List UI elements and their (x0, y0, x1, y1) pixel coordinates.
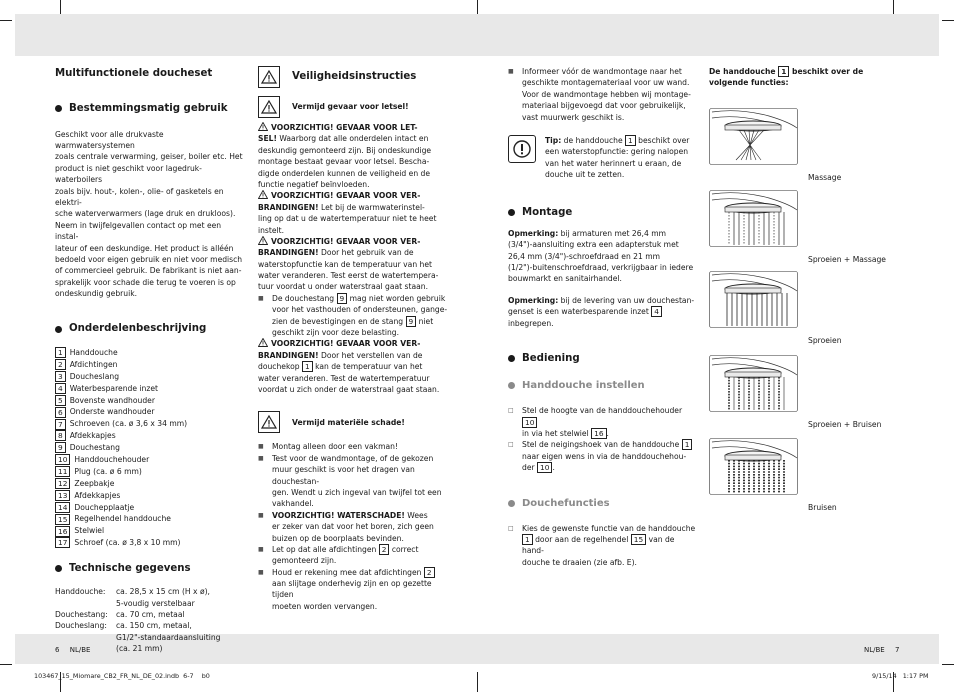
crop-mark (0, 664, 12, 665)
exclamation-icon (508, 135, 536, 163)
footer-left (55, 645, 90, 656)
shower-function-label: Massage (808, 173, 842, 182)
parts-list-item (55, 501, 245, 513)
hollow-square-bullet-icon: □ (508, 441, 514, 449)
page-number-right: 7 (894, 646, 900, 654)
spec-row (55, 609, 245, 620)
part-label: Plug (ca. ø 6 mm) (74, 466, 142, 476)
shower-function-label: Sproeien + Massage (808, 255, 886, 264)
specs-heading: Technische gegevens (55, 561, 245, 576)
parts-list-item (55, 406, 245, 418)
part-label: Stelwiel (74, 526, 105, 536)
features-intro: De handdouche 1 beschikt over de (709, 67, 864, 76)
crop-mark (942, 20, 954, 21)
part-label: Schroef (ca. ø 3,8 x 10 mm) (74, 538, 181, 548)
shower-head-icon (709, 355, 798, 412)
spec-key: Doucheslang: (55, 621, 107, 631)
part-number: 12 (55, 478, 70, 489)
material-subheading-row (258, 411, 448, 433)
part-number: 7 (55, 419, 66, 430)
hollow-square-bullet-icon: □ (508, 407, 514, 415)
parts-list-item (55, 382, 245, 394)
shower-function-label: Sproeien + Bruisen (808, 420, 882, 429)
shower-function-illustration (709, 271, 798, 328)
square-bullet-icon: ■ (258, 294, 264, 302)
bullet-dot-icon (55, 326, 62, 333)
warning-small-icon (258, 338, 268, 347)
functions-heading: Douchefuncties (508, 496, 698, 511)
language-left: NL/BE (69, 646, 91, 654)
part-label: Onderste wandhouder (69, 407, 155, 417)
warning-3: VOORZICHTIG! GEVAAR VOOR VER- BRANDINGEN! Door het gebruik van de waterstopfunctie kan de temperatuur van het water veranderen. Test eerst de watertempera- tuur voordat u onder waterstraal gaat staan. (258, 236, 439, 292)
part-number: 8 (55, 430, 66, 441)
intended-use-text: Geschikt voor alle drukvaste warmwatersystemen zoals centrale verwarming, geiser, boiler etc. Het product is niet geschikt voor lagedruk-waterboilers zoals bijv. hout-, kolen-, olie- of gasketels en elektri- sche waterverwarmers (lage druk en drukloos). Neem in twijfelgevallen contact op met een instal- lateur of een deskundige. Het product is alléén bedoeld voor eigen gebruik en niet voor medisch of commercieel gebruik. De fabrikant is niet aan- sprakelijk voor schade die terug te voeren is op ondeskundig gebruik. (55, 129, 243, 299)
material-bullet-2: ■ Test voor de wandmontage, of de gekozen muur geschikt is voor het dragen van douchestan- gen. Wendt u zich ingeval van twijfel tot een vakhandel. (258, 453, 442, 509)
warning-small-icon (258, 122, 268, 131)
column-2 (258, 66, 448, 612)
square-bullet-icon: ■ (258, 443, 264, 451)
part-number: 11 (55, 466, 70, 477)
part-label: Zeepbakje (74, 478, 115, 488)
bullet-dot-icon (508, 355, 515, 362)
part-label: Doucheslang (69, 371, 120, 381)
spec-value: ca. 28,5 x 15 cm (H x ø), 5-voudig verstelbaar (116, 587, 210, 608)
page-title: Multifunctionele doucheset (55, 68, 213, 79)
part-number: 17 (55, 537, 70, 548)
column-1 (55, 66, 245, 655)
hand-step-2: □ Stel de neigingshoek van de handdouche 1 naar eigen wens in via de handdouchehou- der 10 . (508, 439, 698, 473)
square-bullet-icon: ■ (258, 511, 264, 519)
spec-value: ca. 150 cm, metaal, G1/2"-standaardaansluiting (ca. 21 mm) (116, 621, 221, 654)
part-label: Afdekkapjes (74, 490, 121, 500)
hand-shower-heading: Handdouche instellen (508, 378, 698, 393)
part-number: 10 (55, 454, 70, 465)
part-number: 5 (55, 395, 66, 406)
part-number: 16 (55, 526, 70, 537)
injury-subheading: Vermijd gevaar voor letsel! (292, 102, 409, 112)
part-number: 3 (55, 371, 66, 382)
column-3 (508, 66, 698, 568)
part-number: 2 (55, 359, 66, 370)
parts-list-item (55, 525, 245, 537)
spec-row (55, 586, 245, 609)
part-number: 4 (55, 383, 66, 394)
part-label: Regelhendel handdouche (74, 514, 171, 524)
material-bullet-5: ■ Houd er rekening mee dat afdichtingen 2 aan slijtage onderhevig zijn en op gezette tijden moeten worden vervangen. (258, 567, 448, 613)
part-number: 15 (55, 514, 70, 525)
part-number: 1 (55, 347, 66, 358)
parts-list-item (55, 513, 245, 525)
bullet-dot-icon (508, 382, 515, 389)
part-number: 13 (55, 490, 70, 501)
shower-function-illustration (709, 108, 798, 165)
part-number: 14 (55, 502, 70, 513)
shower-head-icon (709, 190, 798, 247)
safety-bullet-stang: ■ De douchestang 9 mag niet worden gebruik voor het vasthouden of ondersteunen, gange- zien de bevestigingen en de stang 9 niet geschikt zijn voor deze belasting. (258, 293, 448, 338)
bullet-dot-icon (55, 565, 62, 572)
print-date: 9/15/14 1:17 PM (872, 672, 929, 680)
safety-heading: Veiligheidsinstructies (292, 71, 417, 83)
page-number-left: 6 (55, 646, 60, 654)
crop-mark (0, 20, 12, 21)
hollow-square-bullet-icon: □ (508, 524, 514, 532)
shower-head-icon (709, 438, 798, 495)
parts-list-item (55, 489, 245, 501)
parts-list-item (55, 359, 245, 371)
part-label: Waterbesparende inzet (69, 383, 158, 393)
material-bullet-1: ■ Montag alleen door een vakman! (258, 442, 398, 452)
mount-note-2: Opmerking: bij de levering van uw douchestan- genset is een waterbesparende inzet 4 inbegrepen. (508, 295, 695, 328)
crop-mark (60, 0, 61, 14)
crop-mark (477, 0, 478, 14)
safety-heading-row (258, 66, 448, 88)
shower-head-icon (709, 271, 798, 328)
shower-function-illustration (709, 438, 798, 495)
part-label: Afdekkapjes (69, 431, 116, 441)
mount-note-1: Opmerking: bij armaturen met 26,4 mm (3/4")-aansluiting extra een adapterstuk met 26,4 mm (3/4")-schroefdraad en 21 mm (1/2")-buitenschroefdraad, verkrijgbaar in iedere bouwmarkt en sanitairhandel. (508, 228, 694, 284)
column-4: De handdouche 1 beschikt over de volgende functies: (709, 66, 899, 89)
square-bullet-icon: ■ (258, 454, 264, 462)
shower-function-label: Sproeien (808, 336, 842, 345)
bullet-dot-icon (508, 209, 515, 216)
warning-4: VOORZICHTIG! GEVAAR VOOR VER- BRANDINGEN! Door het verstellen van de douchekop 1 kan de temperatuur van het water veranderen. Test de watertemperatuur voordat u zich onder de waterstraal gaat staan. (258, 339, 440, 394)
parts-list-item (55, 371, 245, 383)
footer-right (864, 645, 899, 656)
warning-1: VOORZICHTIG! GEVAAR VOOR LET- SEL! Waarborg dat alle onderdelen intact en deskundig gemonteerd zijn. Bij ondeskundige montage bestaat gevaar voor letsel. Bescha- digde onderdelen kunnen de veiligheid en de functie negatief beïnvloeden. (258, 123, 432, 189)
crop-mark (942, 664, 954, 665)
intended-use-heading: Bestemmingsmatig gebruik (55, 101, 245, 116)
bullet-dot-icon (508, 500, 515, 507)
mount-heading: Montage (508, 205, 698, 220)
part-number: 9 (55, 442, 66, 453)
hand-step-1: □ Stel de hoogte van de handdouchehouder 10 in via het stelwiel 16 . (508, 406, 683, 439)
warning-triangle-icon (258, 96, 280, 118)
parts-list-item (55, 537, 245, 549)
square-bullet-icon: ■ (508, 68, 514, 75)
shower-function-illustration (709, 190, 798, 247)
part-label: Handdouche (69, 348, 118, 357)
parts-heading: Onderdelenbeschrijving (55, 321, 245, 336)
warning-small-icon (258, 190, 268, 199)
square-bullet-icon: ■ (258, 568, 264, 576)
tip-box: Tip: de handdouche 1 beschikt over een waterstopfunctie: gering nalopen van het water herinnert u eraan, de douche uit te zetten. (508, 135, 698, 181)
material-bullet-3: ■ VOORZICHTIG! WATERSCHADE! Wees er zeker van dat voor het boren, zich geen buizen op de boorplaats bevinden. (258, 510, 434, 543)
part-number: 6 (55, 407, 66, 418)
part-label: Handdouchehouder (74, 455, 150, 465)
warning-small-icon (258, 236, 268, 245)
part-label: Bovenste wandhouder (69, 395, 155, 405)
crop-mark (477, 672, 478, 692)
part-label: Douchepplaatje (74, 502, 135, 512)
parts-list-item (55, 418, 245, 430)
part-label: Douchestang (69, 443, 120, 453)
shower-function-illustration (709, 355, 798, 412)
parts-list-item (55, 454, 245, 466)
info-bullet: ■ Informeer vóór de wandmontage naar het geschikte montagemateriaal voor uw wand. Voor de wandmontage hebben wij montage- materiaal bijgevoegd dat voor gebruikelijk, vast muurwerk geschikt is. (508, 67, 691, 122)
parts-list-item (55, 466, 245, 478)
shower-head-icon (709, 108, 798, 165)
spec-key: Douchestang: (55, 609, 108, 619)
warning-triangle-icon (258, 411, 280, 433)
shower-function-label: Bruisen (808, 503, 837, 512)
warning-2: VOORZICHTIG! GEVAAR VOOR VER- BRANDINGEN! Let bij de warmwaterinstel- ling op dat u de watertemperatuur niet te heet instelt. (258, 191, 437, 235)
injury-subheading-row (258, 96, 448, 118)
parts-list-item (55, 347, 245, 359)
spec-value: ca. 70 cm, metaal (116, 609, 185, 619)
language-right: NL/BE (864, 646, 885, 654)
parts-list-item (55, 478, 245, 490)
bullet-dot-icon (55, 105, 62, 112)
warning-triangle-icon (258, 66, 280, 88)
header-band (15, 14, 939, 56)
material-bullet-4: ■ Let op dat alle afdichtingen 2 correct gemonteerd zijn. (258, 544, 419, 566)
print-info: 103467_15_Miomare_CB2_FR_NL_DE_02.indb 6-7 b0 (34, 672, 210, 680)
spec-key: Handdouche: (55, 587, 106, 597)
parts-list-item (55, 430, 245, 442)
square-bullet-icon: ■ (258, 545, 264, 553)
parts-list-item (55, 394, 245, 406)
function-step-1: □ Kies de gewenste functie van de handdouche 1 door aan de regelhendel 15 van de hand- douche te draaien (zie afb. E). (508, 523, 696, 567)
operation-heading: Bediening (508, 351, 698, 366)
part-label: Afdichtingen (69, 359, 118, 369)
part-label: Schroeven (ca. ø 3,6 x 34 mm) (69, 419, 188, 429)
parts-list-item (55, 442, 245, 454)
material-subheading: Vermijd materiële schade! (292, 417, 405, 427)
crop-mark (893, 0, 894, 14)
parts-list (55, 347, 245, 549)
